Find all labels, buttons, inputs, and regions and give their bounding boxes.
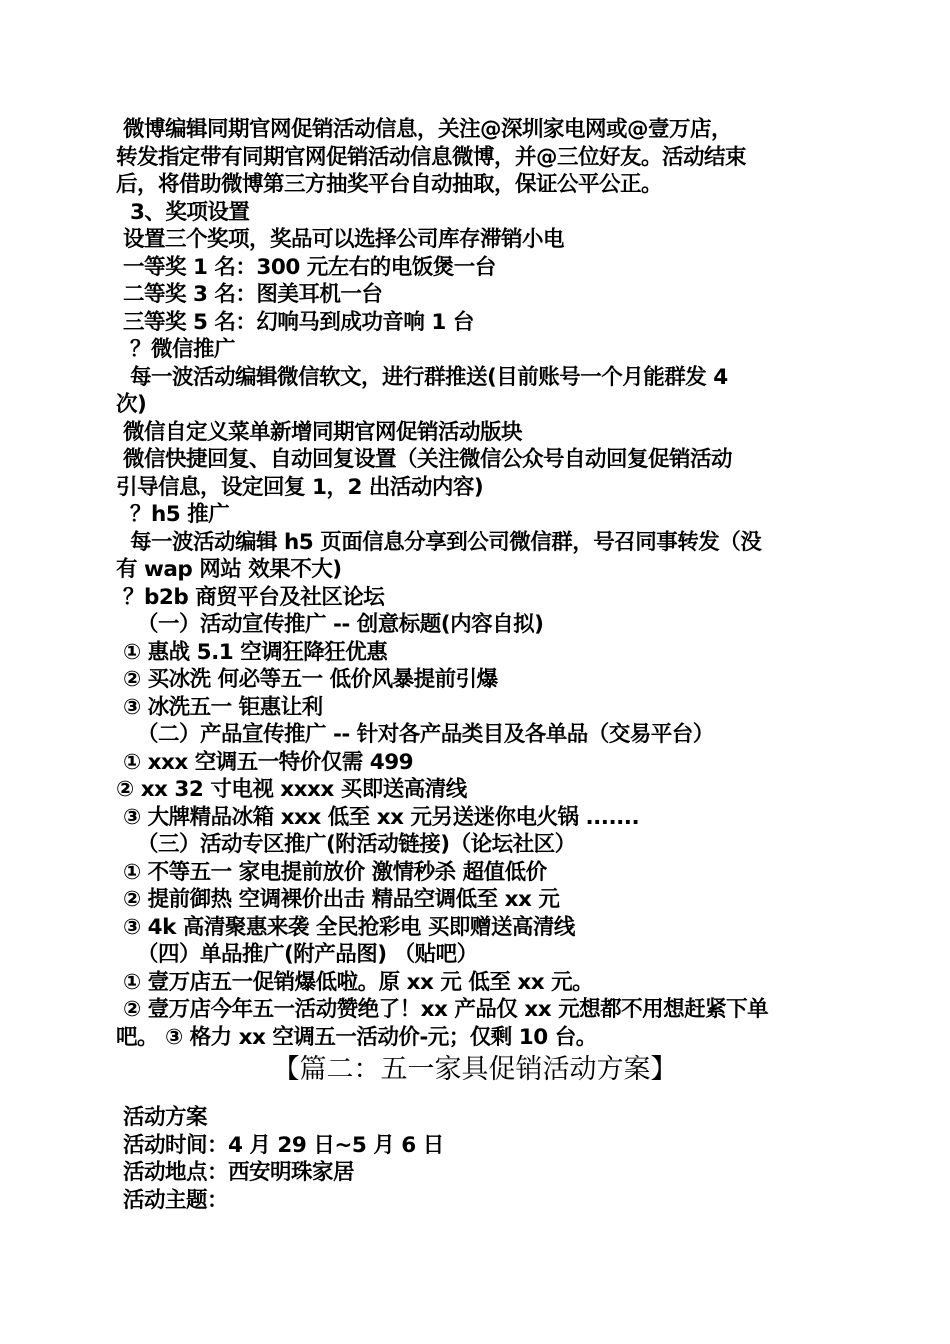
text-line: 活动地点：西安明珠家居 [116,1160,354,1185]
text-line: 一等奖 1 名：300 元左右的电饭煲一台 [116,255,496,280]
list-item: ② 提前御热 空调裸价出击 精品空调低至 xx 元 [116,887,560,912]
text-line: 每一波活动编辑微信软文，进行群推送(目前账号一个月能群发 4 [116,365,728,390]
text-line: 引导信息，设定回复 1，2 出活动内容) [116,475,484,500]
text-line: 活动方案 [116,1105,207,1130]
list-item: 吧。 ③ 格力 xx 空调五一活动价-元；仅剩 10 台。 [116,1025,597,1050]
text-line: 有 wap 网站 效果不大) [116,557,342,582]
text-line: 每一波活动编辑 h5 页面信息分享到公司微信群，号召同事转发（没 [116,530,762,555]
subsection-heading: （二）产品宣传推广 -- 针对各产品类目及各单品（交易平台） [116,722,714,747]
list-item: ① 不等五一 家电提前放价 激情秒杀 超值低价 [116,860,547,885]
text-line: 微信自定义菜单新增同期官网促销活动版块 [116,420,522,445]
section-heading: ？b2b 商贸平台及社区论坛 [116,585,385,610]
section-heading: ？h5 推广 [116,502,230,527]
text-line: 微信快捷回复、自动回复设置（关注微信公众号自动回复促销活动 [116,447,732,472]
section-heading: ？微信推广 [116,337,235,362]
text-line: 转发指定带有同期官网促销活动信息微博，并@三位好友。活动结束 [116,145,747,170]
list-item: ① 惠战 5.1 空调狂降狂优惠 [116,640,388,665]
list-item: ① xxx 空调五一特价仅需 499 [116,750,414,775]
list-item: ① 壹万店五一促销爆低啦。原 xx 元 低至 xx 元。 [116,970,594,995]
text-line: 设置三个奖项，奖品可以选择公司库存滞销小电 [116,227,564,252]
list-item: ③ 4k 高清聚惠来袭 全民抢彩电 买即赠送高清线 [116,915,575,940]
list-item: ② xx 32 寸电视 xxxx 买即送高清线 [116,777,467,802]
subsection-heading: （四）单品推广(附产品图) （贴吧） [116,942,478,967]
subsection-heading: （一）活动宣传推广 -- 创意标题(内容自拟) [116,612,544,637]
text-line: 微博编辑同期官网促销活动信息，关注@深圳家电网或@壹万店， [116,117,732,142]
list-item: ③ 大牌精品冰箱 xxx 低至 xx 元另送迷你电火锅 ....... [116,805,640,830]
list-item: ② 买冰洗 何必等五一 低价风暴提前引爆 [116,667,498,692]
list-item: ③ 冰洗五一 钜惠让利 [116,695,323,720]
part-two-title: 【篇二：五一家具促销活动方案】 [272,1054,678,1085]
text-line: 活动时间：4 月 29 日~5 月 6 日 [116,1133,444,1158]
section-heading: 3、奖项设置 [116,200,250,225]
text-line: 活动主题： [116,1188,228,1213]
text-line: 二等奖 3 名：图美耳机一台 [116,282,383,307]
list-item: ② 壹万店今年五一活动赞绝了！xx 产品仅 xx 元想都不用想赶紧下单 [116,997,769,1022]
text-line: 次) [116,392,147,417]
subsection-heading: （三）活动专区推广(附活动链接)（论坛社区） [116,832,576,857]
text-line: 后，将借助微博第三方抽奖平台自动抽取，保证公平公正。 [116,172,663,197]
text-line: 三等奖 5 名：幻响马到成功音响 1 台 [116,310,474,335]
